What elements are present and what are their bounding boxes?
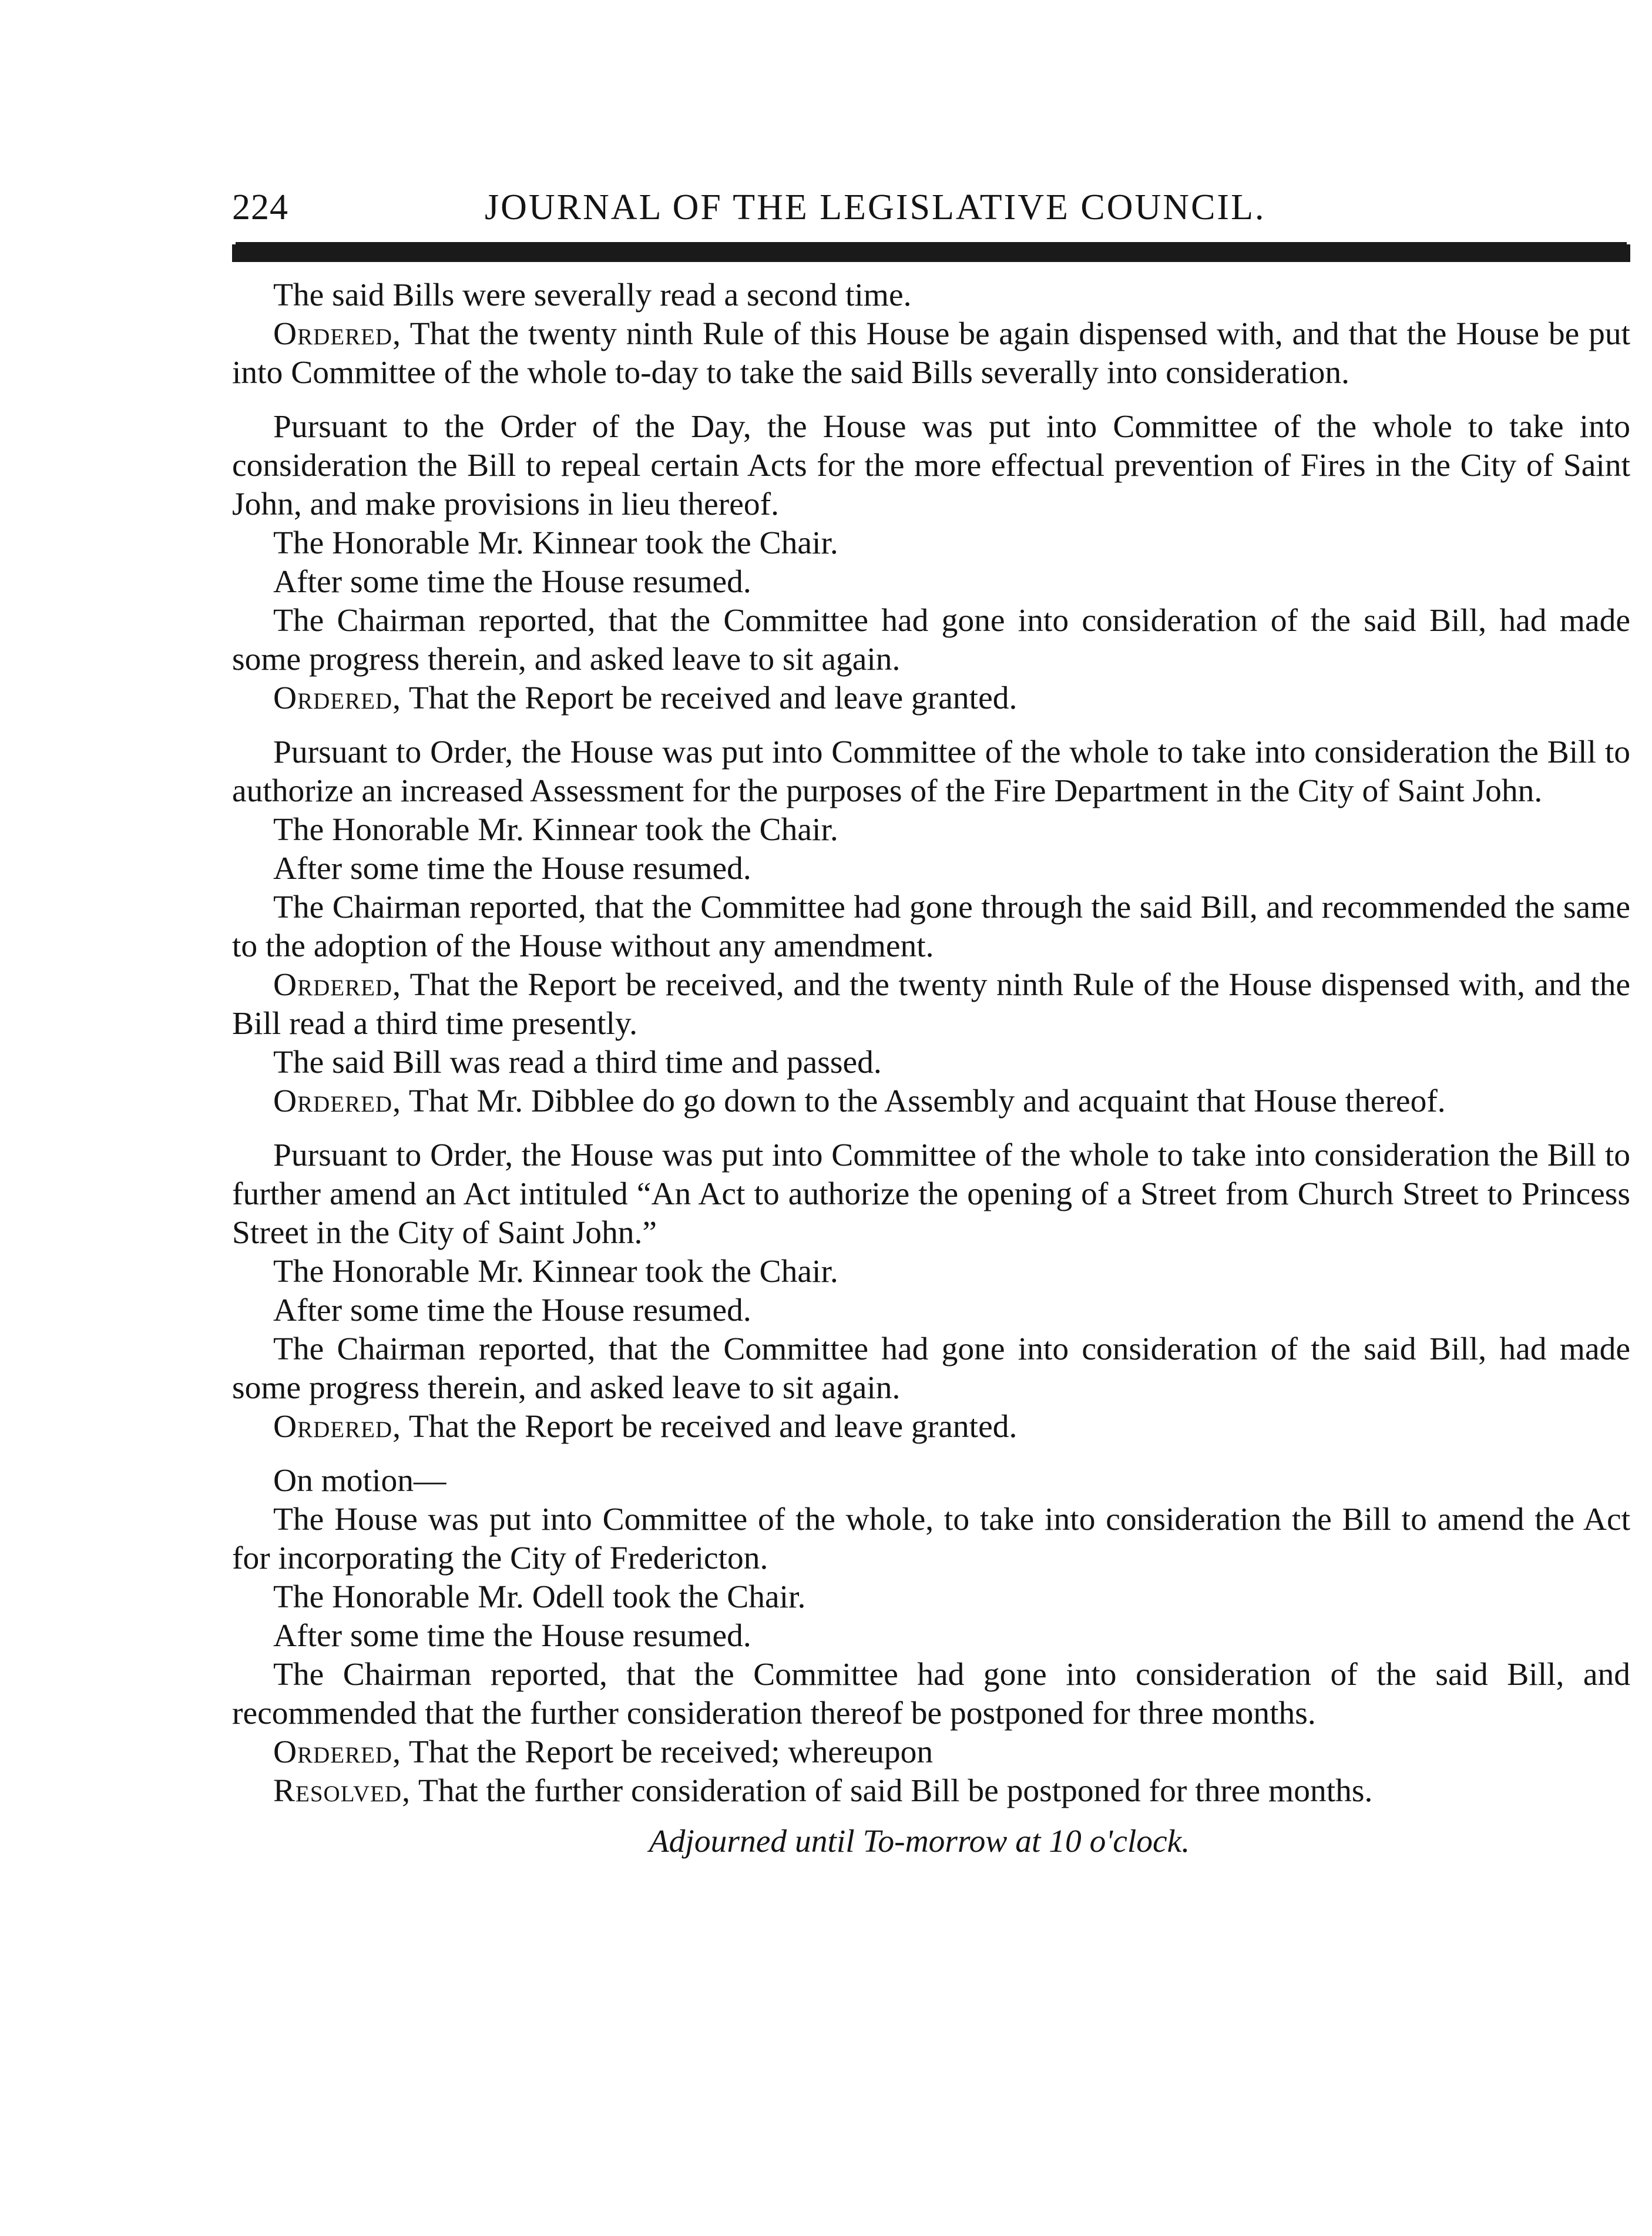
journal-entry [232, 1578, 1630, 1617]
entry-text: After some time the House resumed. [273, 1292, 751, 1328]
journal-entry [232, 1772, 1630, 1811]
header-rule [232, 244, 1630, 262]
journal-entry [232, 408, 1630, 524]
journal-entry [232, 1082, 1630, 1121]
journal-entry [232, 888, 1630, 966]
entry-text: That the Report be received; whereupon [401, 1734, 934, 1770]
journal-entry [232, 1136, 1630, 1253]
entry-text: The Honorable Mr. Odell took the Chair. [273, 1579, 806, 1615]
entry-text: After some time the House resumed. [273, 851, 751, 887]
page-header [232, 187, 1630, 240]
journal-entry [232, 1500, 1630, 1578]
journal-entry [232, 1656, 1630, 1733]
journal-entry [232, 811, 1630, 850]
page-number: 224 [232, 187, 288, 227]
entry-text: That the further consideration of said Bill be postponed for three months. [410, 1773, 1373, 1809]
entry-text: That the Report be received and leave granted. [401, 1409, 1018, 1445]
entry-text: The Chairman reported, that the Committee had gone into consideration of the said Bill, and recommended that the further consideration thereof be postponed for three months. [232, 1657, 1630, 1731]
journal-entry [232, 966, 1630, 1043]
entry-text: That Mr. Dibblee do go down to the Assembly and acquaint that House thereof. [401, 1083, 1446, 1119]
journal-entry [232, 1617, 1630, 1656]
entry-text: On motion— [273, 1463, 446, 1499]
entry-text: The Honorable Mr. Kinnear took the Chair. [273, 525, 838, 561]
journal-entry [232, 679, 1630, 718]
entry-text: That the Report be received, and the twenty ninth Rule of the House dispensed with, and the Bill read a third time presently. [232, 967, 1630, 1042]
entry-lead-word: Ordered, [273, 1083, 401, 1119]
entry-text: The Chairman reported, that the Committee had gone into consideration of the said Bill, had made some progress therein, and asked leave to sit again. [232, 603, 1630, 677]
journal-entry [232, 602, 1630, 679]
entry-text: The Chairman reported, that the Committee had gone into consideration of the said Bill, had made some progress therein, and asked leave to sit again. [232, 1331, 1630, 1406]
journal-body [232, 276, 1630, 1811]
entry-lead-word: Ordered, [273, 316, 401, 352]
adjournment-line: Adjourned until To-morrow at 10 o'clock. [649, 1824, 1190, 1859]
journal-page [232, 187, 1630, 1861]
journal-entry [232, 563, 1630, 602]
journal-entry [232, 276, 1630, 315]
entry-text: After some time the House resumed. [273, 564, 751, 600]
entry-text: Pursuant to the Order of the Day, the House was put into Committee of the whole to take into consideration the Bill to repeal certain Acts for the more effectual prevention of Fires in the City of Saint John, and make provisions in lieu thereof. [232, 409, 1630, 522]
journal-entry [232, 1253, 1630, 1291]
entry-text: That the Report be received and leave granted. [401, 680, 1018, 716]
entry-text: That the twenty ninth Rule of this House be again dispensed with, and that the House be put into Committee of the whole to-day to take the said Bills severally into consideration. [232, 316, 1630, 391]
entry-text: The Honorable Mr. Kinnear took the Chair. [273, 1254, 838, 1290]
running-title: JOURNAL OF THE LEGISLATIVE COUNCIL. [485, 187, 1266, 227]
entry-lead-word: Ordered, [273, 1409, 401, 1445]
journal-entry [232, 1733, 1630, 1772]
journal-entry [232, 850, 1630, 888]
entry-text: Pursuant to Order, the House was put into Committee of the whole to take into consideration the Bill to authorize an increased Assessment for the purposes of the Fire Department in the City of Saint John. [232, 734, 1630, 809]
journal-entry [232, 1330, 1630, 1408]
journal-entry [232, 1408, 1630, 1446]
journal-entry [232, 1043, 1630, 1082]
entry-lead-word: Ordered, [273, 967, 401, 1003]
entry-text: The said Bills were severally read a second time. [273, 277, 912, 313]
journal-entry [232, 315, 1630, 392]
entry-text: The Honorable Mr. Kinnear took the Chair. [273, 812, 838, 848]
entry-text: The Chairman reported, that the Committee had gone through the said Bill, and recommended the same to the adoption of the House without any amendment. [232, 889, 1630, 964]
entry-lead-word: Ordered, [273, 1734, 401, 1770]
journal-entry [232, 1462, 1630, 1500]
entry-lead-word: Ordered, [273, 680, 401, 716]
journal-entry [232, 1291, 1630, 1330]
entry-text: The House was put into Committee of the whole, to take into consideration the Bill to amend the Act for incorporating the City of Fredericton. [232, 1502, 1630, 1576]
entry-lead-word: Resolved, [273, 1773, 411, 1809]
entry-text: The said Bill was read a third time and passed. [273, 1045, 882, 1080]
journal-entry [232, 733, 1630, 811]
journal-entry [232, 524, 1630, 563]
entry-text: After some time the House resumed. [273, 1618, 751, 1654]
entry-text: Pursuant to Order, the House was put into Committee of the whole to take into consideration the Bill to further amend an Act intituled “An Act to authorize the opening of a Street from Church Street to Princess Street in the City of Saint John.” [232, 1137, 1630, 1251]
